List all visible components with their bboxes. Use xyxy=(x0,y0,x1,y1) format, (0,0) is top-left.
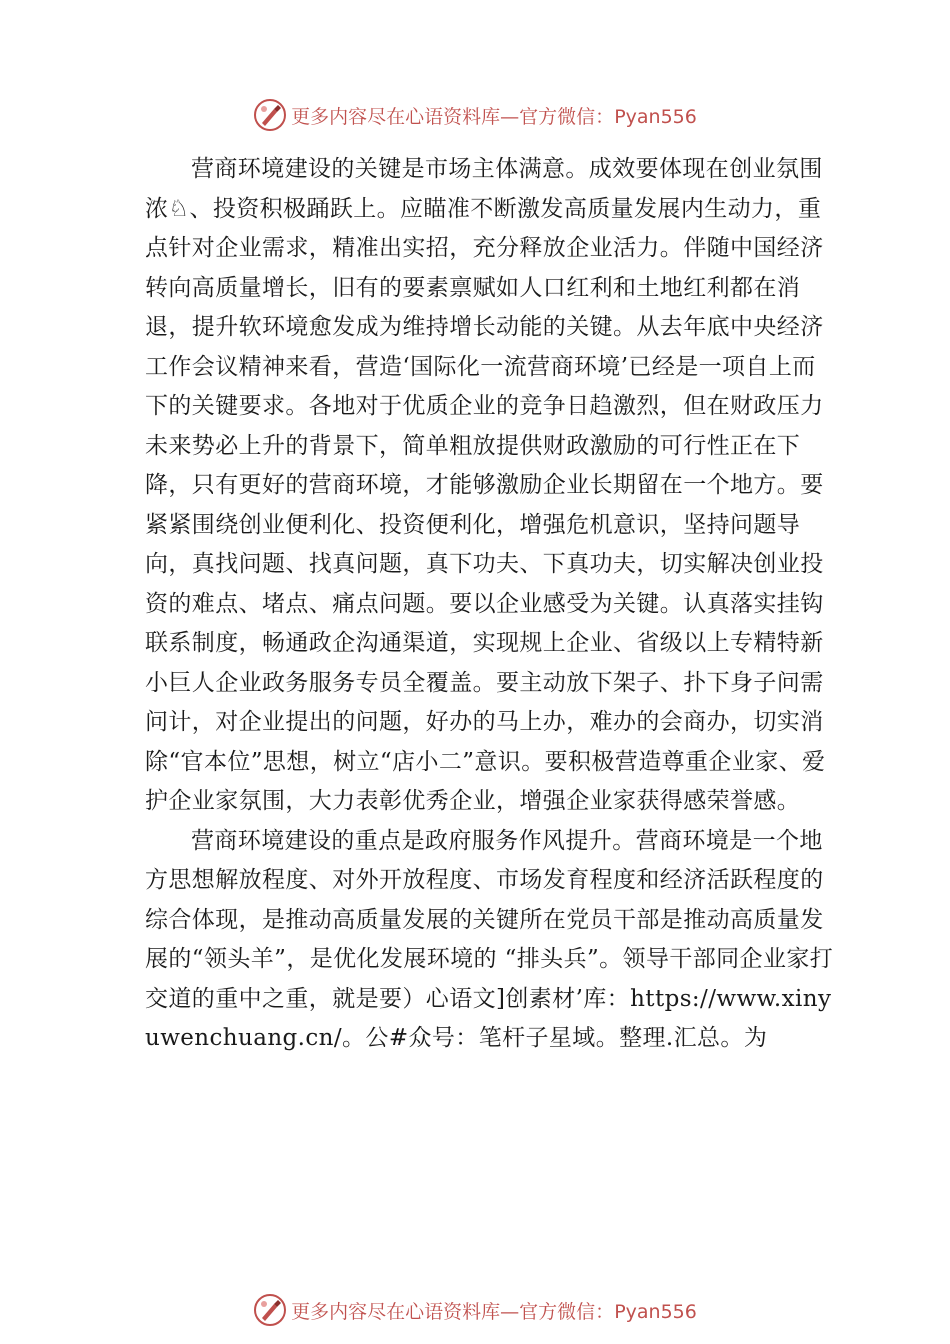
watermark-wechat-id: Pyan556 xyxy=(614,1300,697,1323)
watermark-text xyxy=(291,102,697,129)
paragraph-2: 营商环境建设的重点是政府服务作风提升。营商环境是一个地方思想解放程度、对外开放程度、市场发育程度和经济活跃程度的综合体现，是推动高质量发展的关键所在党员干部是推动高质量发展的“领头羊”，是优化发展环境的 “排头兵”。领导干部同企业家打交道的重中之重，就是要）心语文]创素材’库：https://www.xinyuwenchuang.cn/。公#众号：笔杆子星域。整理.汇总。为 xyxy=(145,827,834,1051)
header-watermark xyxy=(0,95,950,135)
watermark-text xyxy=(291,1297,697,1324)
document-body xyxy=(145,150,835,1059)
watermark-wechat-label: 官方微信： xyxy=(519,105,615,128)
watermark-brand: 更多内容尽在心语资料库 xyxy=(291,1300,501,1323)
watermark-separator: — xyxy=(500,1300,520,1323)
watermark-wechat-label: 官方微信： xyxy=(519,1300,615,1323)
paragraph-1: 营商环境建设的关键是市场主体满意。成效要体现在创业氛围浓♘、投资积极踊跃上。应瞄准不断激发高质量发展内生动力，重点针对企业需求，精准出实招，充分释放企业活力。伴随中国经济转向高质量增长，旧有的要素禀赋如人口红利和土地红利都在消退，提升软环境愈发成为维持增长动能的关键。从去年底中央经济工作会议精神来看，营造‘国际化一流营商环境’已经是一项自上而下的关键要求。各地对于优质企业的竞争日趋激烈，但在财政压力未来势必上升的背景下，简单粗放提供财政激励的可行性正在下降，只有更好的营商环境，才能够激励企业长期留在一个地方。要紧紧围绕创业便利化、投资便利化，增强危机意识，坚持问题导向，真找问题、找真问题，真下功夫、下真功夫，切实解决创业投资的难点、堵点、痛点问题。要以企业感受为关键。认真落实挂钩联系制度，畅通政企沟通渠道，实现规上企业、省级以上专精特新小巨人企业政务服务专员全覆盖。要主动放下架子、扑下身子问需问计，对企业提出的问题，好办的马上办，难办的会商办，切实消除“官本位”思想，树立“店小二”意识。要积极营造尊重企业家、爱护企业家氛围，大力表彰优秀企业，增强企业家获得感荣誉感。 xyxy=(145,156,826,814)
watermark-wechat-id: Pyan556 xyxy=(614,105,697,128)
footer-watermark xyxy=(0,1290,950,1330)
pen-in-circle-logo-icon xyxy=(253,98,287,132)
watermark-brand: 更多内容尽在心语资料库 xyxy=(291,105,501,128)
pen-in-circle-logo-icon xyxy=(253,1293,287,1327)
watermark-separator: — xyxy=(500,105,520,128)
